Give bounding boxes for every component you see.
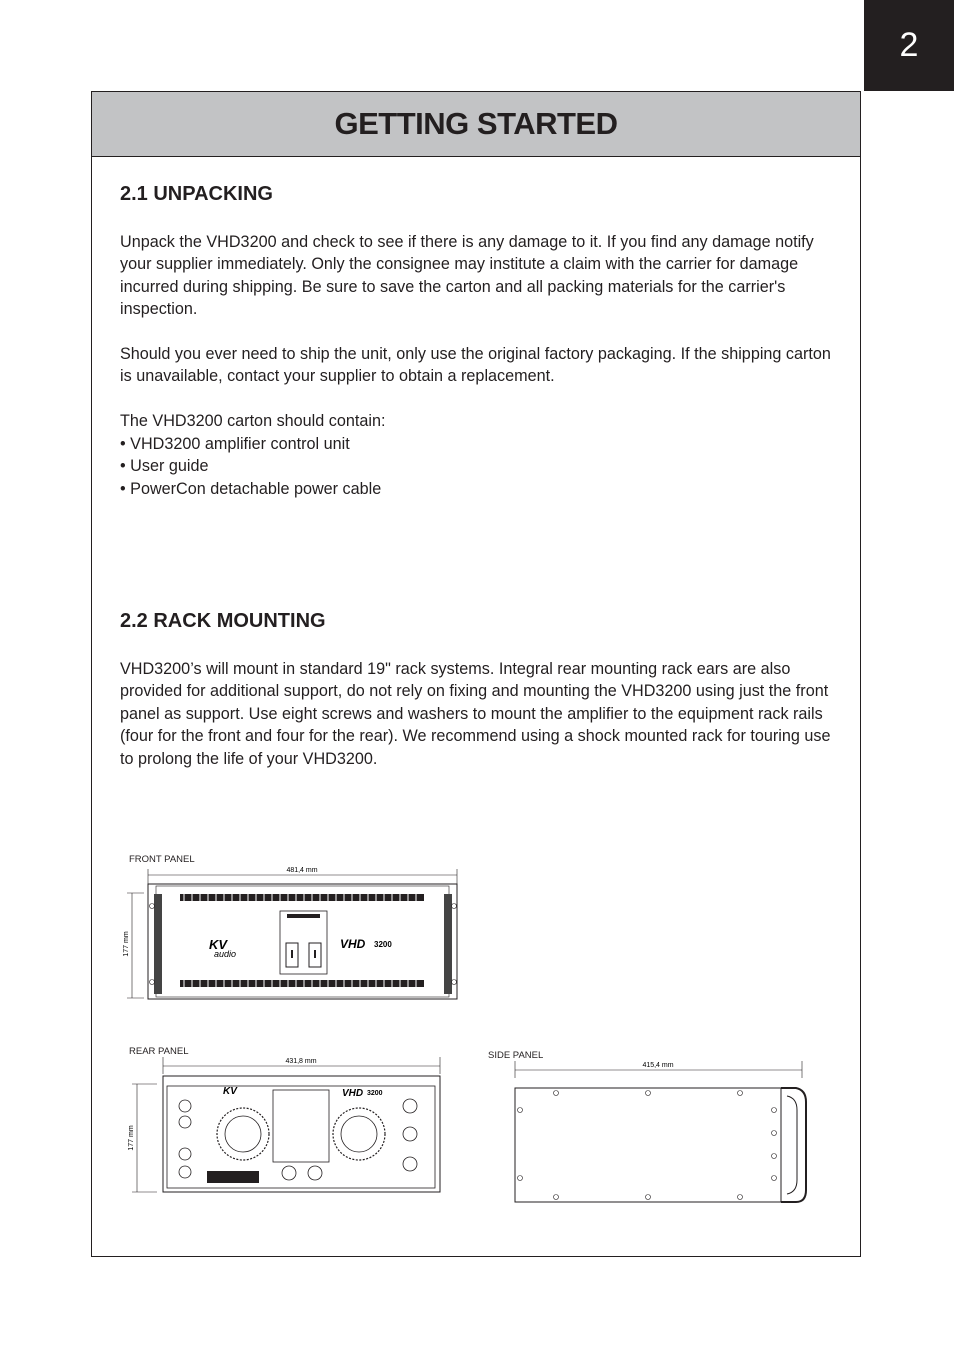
- rack-mounting-paragraph: VHD3200’s will mount in standard 19" rack systems. Integral rear mounting rack ears are also provided for additional support, do not rely on fixing and mounting the VHD3200 using just the front panel as support. Use eight screws and washers to mount the amplifier to the equipment rack rails (four for the front and four for the rear). We recommend using a shock mounted rack for touring use to prolong the life of your VHD3200.: [120, 660, 831, 768]
- rear-width-dimension: 431,8 mm: [285, 1058, 317, 1065]
- front-audio-logo: audio: [214, 949, 237, 959]
- unpacking-paragraph-2: Should you ever need to ship the unit, only use the original factory packaging. If the shipping carton is unavailable, contact your supplier to obtain a replacement.: [120, 345, 831, 386]
- front-3200-logo: 3200: [374, 940, 392, 949]
- front-width-dimension: 481,4 mm: [286, 867, 318, 874]
- side-panel-label: SIDE PANEL: [488, 1050, 544, 1061]
- unpacking-paragraph-1: Unpack the VHD3200 and check to see if there is any damage to it. If you find any damage notify your supplier immediately. Only the consignee may institute a claim with the carrier for damage incurred during shipping. Be sure to save the carton and all packing materials for the carrier's inspection.: [120, 233, 814, 319]
- front-vhd-logo: VHD: [340, 937, 366, 951]
- side-panel-drawing: [512, 1058, 812, 1208]
- title-bar: [92, 92, 860, 157]
- carton-contents-intro: The VHD3200 carton should contain:: [120, 412, 386, 430]
- rear-kv-logo: KV: [223, 1086, 237, 1097]
- rear-vhd-logo: VHD: [342, 1088, 364, 1099]
- rear-height-dimension: 177 mm: [128, 1125, 135, 1151]
- page-number-tab: 2: [864, 0, 954, 91]
- page-title: GETTING STARTED: [334, 106, 618, 141]
- rear-panel-drawing: [127, 1054, 447, 1214]
- unpacking-heading: 2.1 UNPACKING: [120, 183, 273, 205]
- front-panel-label: FRONT PANEL: [129, 854, 195, 865]
- rack-mounting-heading: 2.2 RACK MOUNTING: [120, 610, 326, 632]
- list-item: • VHD3200 amplifier control unit: [120, 433, 381, 455]
- side-width-dimension: 415,4 mm: [642, 1062, 674, 1069]
- rear-3200-logo: 3200: [367, 1090, 383, 1097]
- front-kv-logo: KV: [209, 937, 228, 952]
- list-item: • User guide: [120, 455, 381, 477]
- front-panel-drawing: [122, 864, 467, 1014]
- list-item: • PowerCon detachable power cable: [120, 478, 381, 500]
- content-frame: [91, 91, 861, 1257]
- front-height-dimension: 177 mm: [123, 931, 130, 957]
- rear-panel-label: REAR PANEL: [129, 1046, 189, 1057]
- carton-contents-list: [120, 433, 381, 500]
